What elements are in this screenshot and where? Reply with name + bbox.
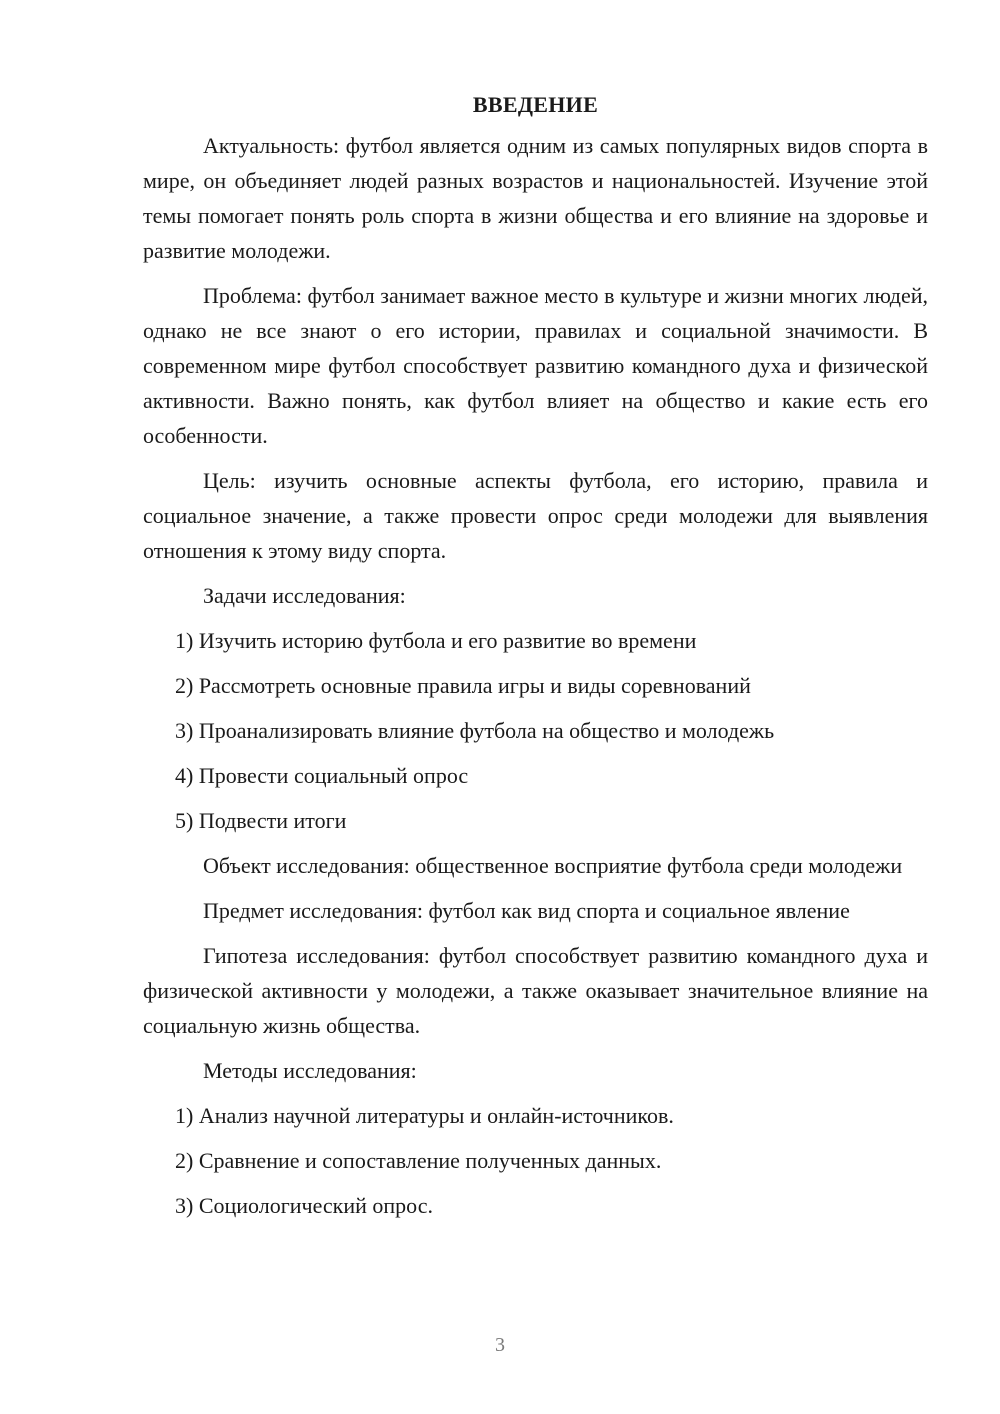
document-page: [143, 88, 928, 1233]
list-item: 1) Изучить историю футбола и его развитие во времени: [175, 628, 697, 653]
methods-heading: Методы исследования:: [203, 1058, 417, 1083]
methods-list: [143, 1098, 928, 1223]
list-item: 1) Анализ научной литературы и онлайн-источников.: [175, 1103, 674, 1128]
tasks-list: [143, 623, 928, 838]
problem-paragraph: Проблема: футбол занимает важное место в культуре и жизни многих людей, однако не все знают о его истории, правилах и социальной значимости. В современном мире футбол способствует развитию командного духа и физической активности. Важно понять, как футбол влияет на общество и какие есть его особенности.: [143, 283, 928, 448]
goal-paragraph: Цель: изучить основные аспекты футбола, его историю, правила и социальное значение, а также провести опрос среди молодежи для выявления отношения к этому виду спорта.: [143, 468, 928, 563]
list-item: 3) Проанализировать влияние футбола на общество и молодежь: [175, 718, 775, 743]
object-paragraph: Объект исследования: общественное восприятие футбола среди молодежи: [203, 853, 903, 878]
page-number: 3: [495, 1334, 505, 1356]
hypothesis-paragraph: Гипотеза исследования: футбол способствует развитию командного духа и физической активности у молодежи, а также оказывает значительное влияние на социальную жизнь общества.: [143, 943, 928, 1038]
tasks-heading: Задачи исследования:: [203, 583, 406, 608]
list-item: 2) Сравнение и сопоставление полученных данных.: [175, 1148, 662, 1173]
list-item: 5) Подвести итоги: [175, 808, 347, 833]
list-item: 3) Социологический опрос.: [175, 1193, 433, 1218]
subject-paragraph: Предмет исследования: футбол как вид спорта и социальное явление: [203, 898, 850, 923]
list-item: 4) Провести социальный опрос: [175, 763, 469, 788]
relevance-paragraph: Актуальность: футбол является одним из самых популярных видов спорта в мире, он объединяет людей разных возрастов и национальностей. Изучение этой темы помогает понять роль спорта в жизни общества и его влияние на здоровье и развитие молодежи.: [143, 133, 928, 263]
page-title: ВВЕДЕНИЕ: [472, 92, 599, 117]
list-item: 2) Рассмотреть основные правила игры и виды соревнований: [175, 673, 751, 698]
